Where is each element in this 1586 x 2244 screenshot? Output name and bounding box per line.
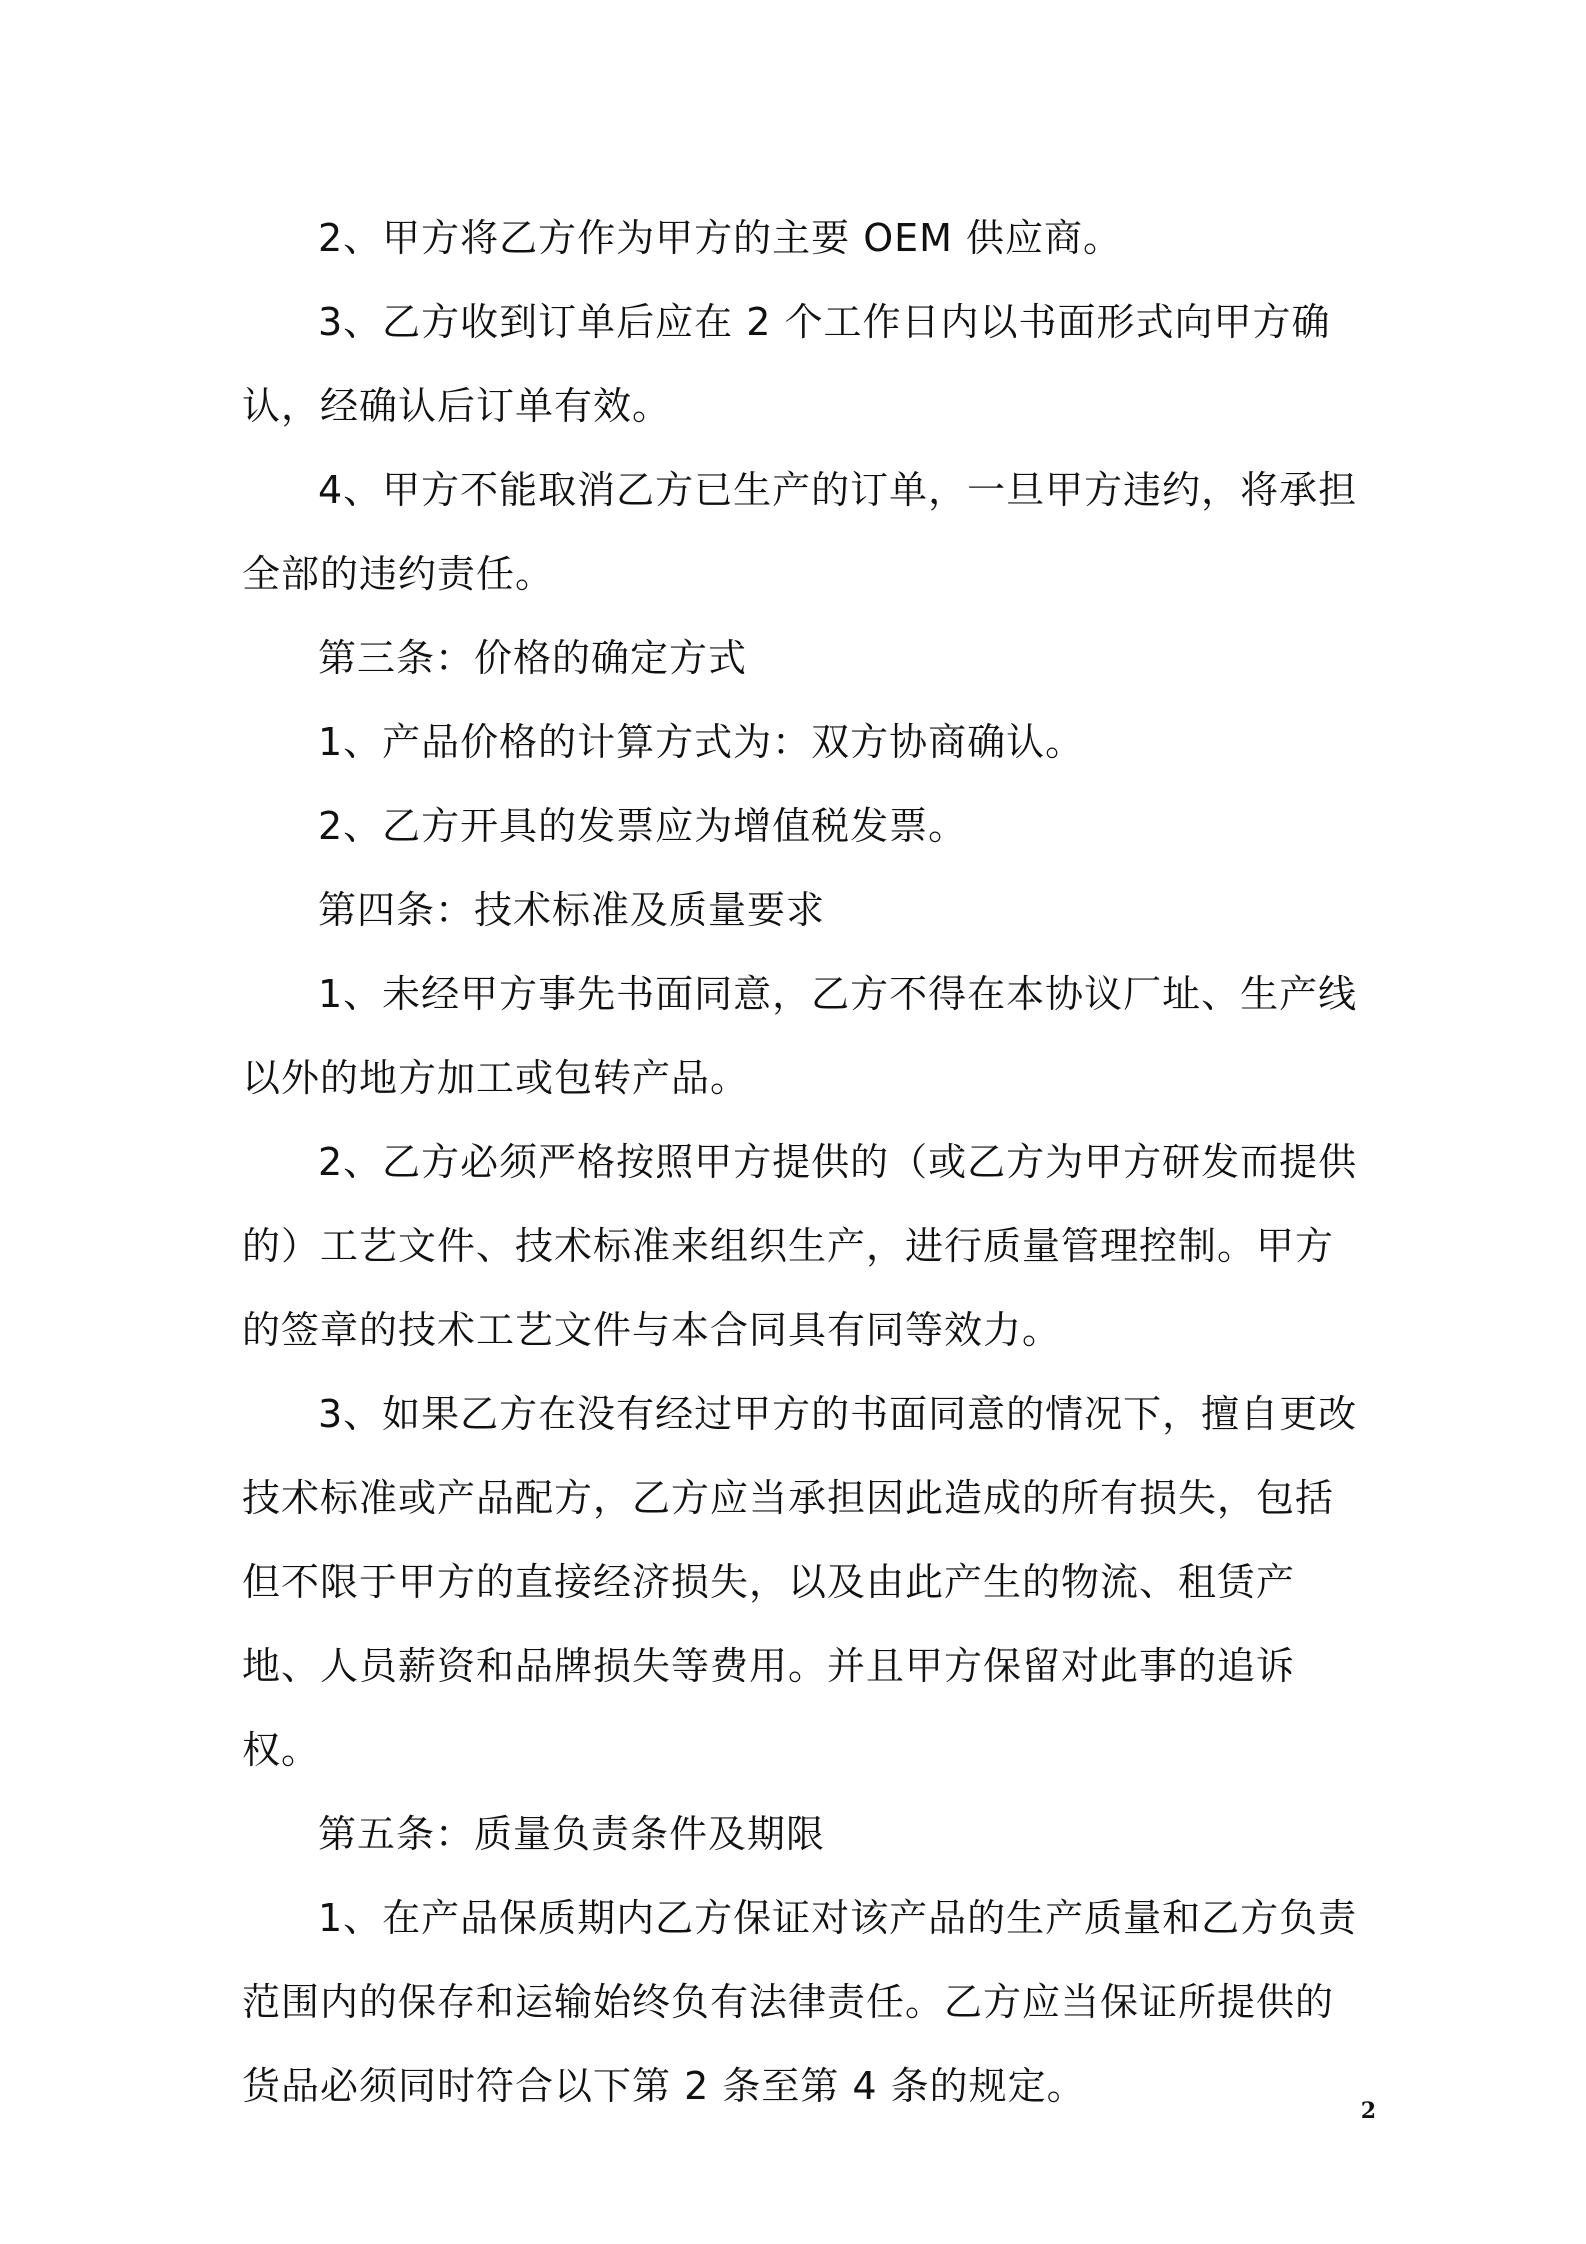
clause-order-confirmation: 3、乙方收到订单后应在 2 个工作日内以书面形式向甲方确认，经确认后订单有效。 (242, 300, 1331, 428)
clause-quality-liability: 1、在产品保质期内乙方保证对该产品的生产质量和乙方负责范围内的保存和运输始终负有法律责任。乙方应当保证所提供的货品必须同时符合以下第 2 条至第 4 条的规定。 (242, 1896, 1358, 2108)
document-body (242, 196, 1358, 2128)
section-heading-pricing: 第三条：价格的确定方式 (318, 636, 748, 680)
clause-price-calculation: 1、产品价格的计算方式为：双方协商确认。 (318, 720, 1085, 764)
clause-invoice-type: 2、乙方开具的发票应为增值税发票。 (318, 804, 968, 848)
clause-order-cancellation: 4、甲方不能取消乙方已生产的订单，一旦甲方违约，将承担全部的违约责任。 (242, 468, 1358, 596)
clause-process-documents: 2、乙方必须严格按照甲方提供的（或乙方为甲方研发而提供的）工艺文件、技术标准来组织生产，进行质量管理控制。甲方的签章的技术工艺文件与本合同具有同等效力。 (242, 1140, 1358, 1352)
clause-unauthorized-changes: 3、如果乙方在没有经过甲方的书面同意的情况下，擅自更改技术标准或产品配方，乙方应当承担因此造成的所有损失，包括但不限于甲方的直接经济损失，以及由此产生的物流、租赁产地、人员薪资和品牌损失等费用。并且甲方保留对此事的追诉权。 (242, 1392, 1358, 1772)
section-heading-technical-standards: 第四条：技术标准及质量要求 (318, 888, 826, 932)
section-heading-quality-responsibility: 第五条：质量负责条件及期限 (318, 1812, 826, 1856)
clause-production-site: 1、未经甲方事先书面同意，乙方不得在本协议厂址、生产线以外的地方加工或包转产品。 (242, 972, 1358, 1100)
clause-oem-supplier: 2、甲方将乙方作为甲方的主要 OEM 供应商。 (318, 216, 1123, 260)
page-number: 2 (1360, 2098, 1376, 2124)
